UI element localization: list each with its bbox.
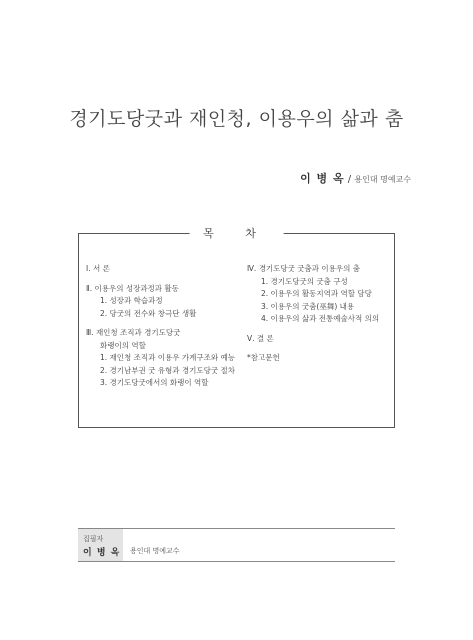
author-line (300, 170, 411, 186)
toc-section-title: *참고문헌 (247, 353, 280, 362)
toc-subsection: 2. 이용우의 활동지역과 역할 담당 (261, 289, 372, 298)
toc-subsection: 3. 경기도당굿에서의 화랭이 역할 (100, 378, 209, 387)
toc-section-title: Ⅱ. 이용우의 성장과정과 활동 (86, 283, 179, 293)
toc-subsection: 3. 이용우의 굿춤(巫舞) 내용 (261, 301, 355, 311)
table-of-contents (78, 227, 395, 428)
toc-section (247, 352, 395, 365)
toc-section (86, 283, 251, 321)
toc-subsection: 2. 당굿의 전수와 창극단 생활 (100, 308, 197, 318)
toc-section (247, 263, 395, 326)
toc-section (86, 327, 251, 390)
toc-subsection: 1. 경기도당굿의 굿춤 구성 (261, 276, 348, 286)
writer-name-panel (78, 529, 123, 561)
toc-left-column (86, 263, 251, 397)
writer-affiliation: 용인대 명예교수 (130, 547, 180, 555)
toc-section-title: Ⅰ. 서 론 (86, 264, 110, 273)
toc-heading: 목 차 (189, 225, 284, 241)
toc-section (247, 333, 395, 346)
author-name: 이 병 옥 (300, 172, 345, 185)
writer-name: 이 병 옥 (83, 548, 121, 558)
toc-section (86, 263, 251, 276)
author-separator: / (347, 174, 352, 185)
toc-section-title: Ⅴ. 결 론 (247, 333, 274, 343)
writer-label: 집필자 (83, 535, 104, 543)
toc-subsection: 2. 경기남부권 굿 유형과 경기도당굿 절차 (100, 365, 235, 375)
toc-subsection: 4. 이용우의 삶과 전통예술사적 의의 (261, 314, 380, 323)
writer-block (78, 528, 395, 562)
toc-section-title: Ⅳ. 경기도당굿 굿춤과 이용우의 춤 (247, 264, 361, 273)
toc-section-title: Ⅲ. 재인청 조직과 경기도당굿 (86, 328, 181, 337)
page-title: 경기도당굿과 재인청, 이용우의 삶과 춤 (69, 108, 404, 130)
toc-section-title-continued: 화랭이의 역할 (100, 340, 146, 350)
author-affiliation: 용인대 명예교수 (354, 175, 411, 184)
toc-right-column (247, 263, 395, 372)
toc-subsection: 1. 성장과 학습과정 (100, 296, 163, 305)
toc-subsection: 1. 재인청 조직과 이용우 가계구조와 예능 (100, 353, 235, 362)
